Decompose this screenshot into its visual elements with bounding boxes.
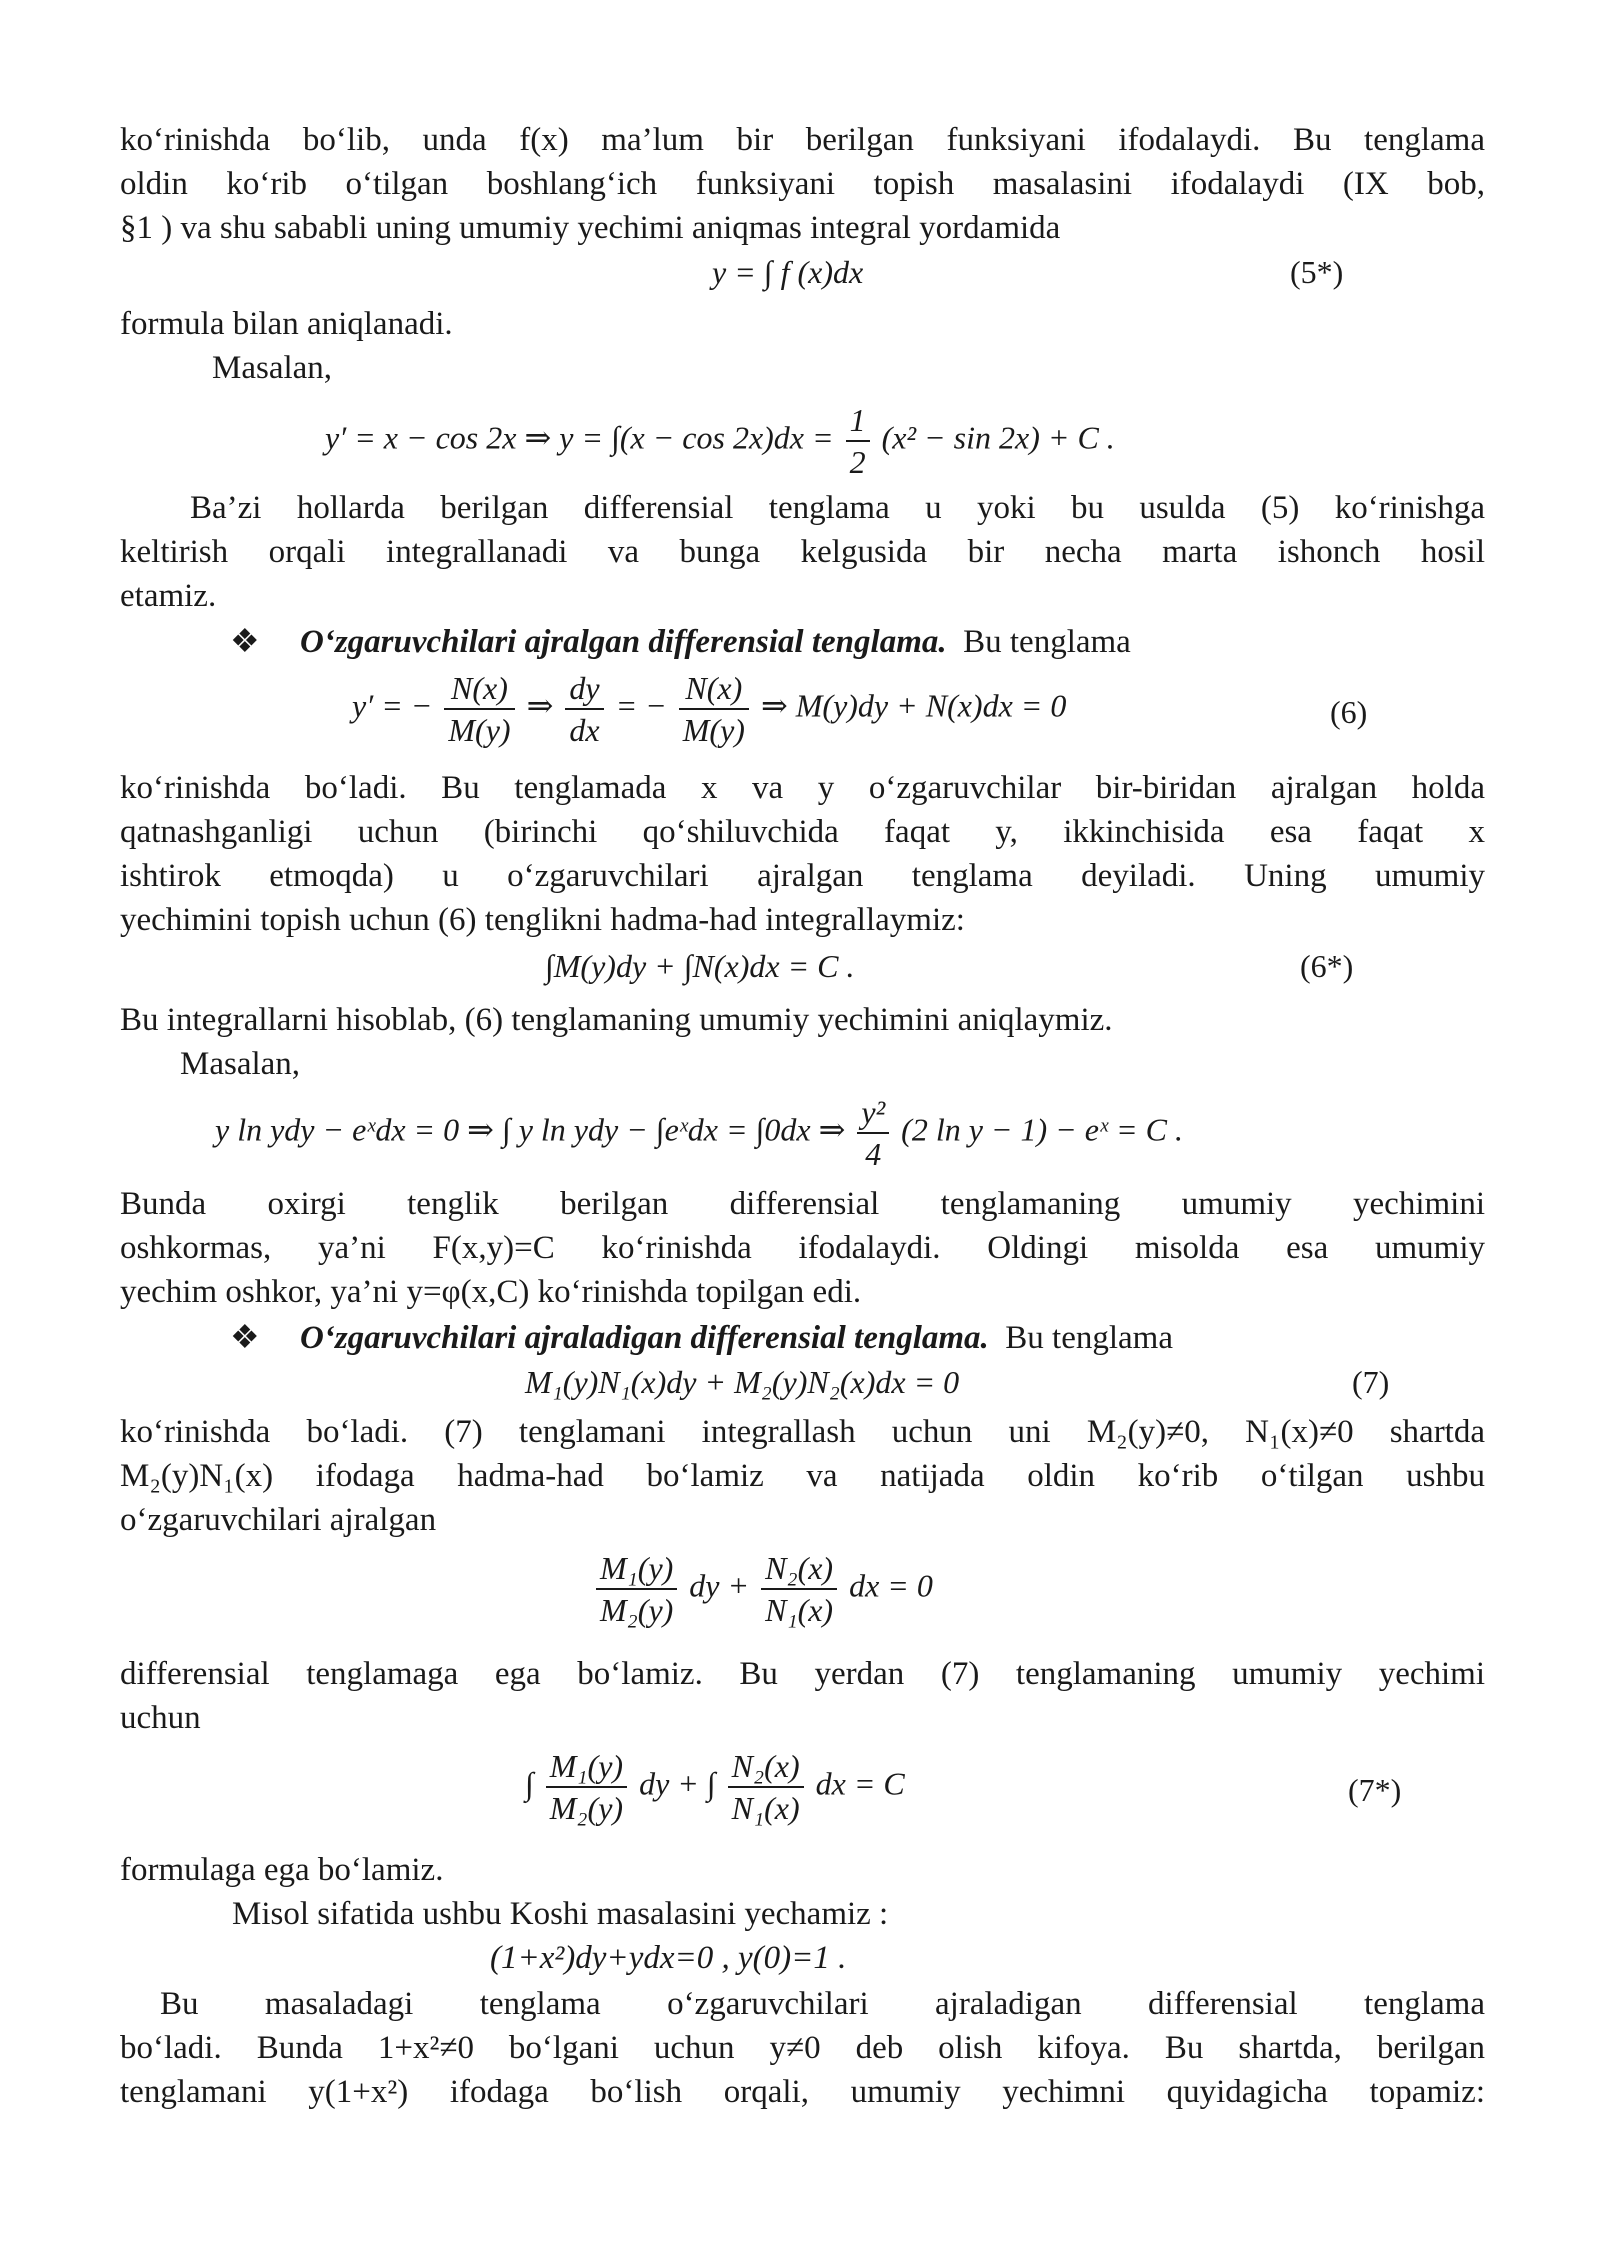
- paragraph-line: ko‘rinishda bo‘lib, unda f(x) ma’lum bir berilgan funksiyani ifodalaydi. Bu tenglama: [120, 122, 1485, 158]
- section-title: O‘zgaruvchilari ajralgan differensial tenglama.: [300, 624, 947, 660]
- fraction: [565, 668, 603, 750]
- fraction-denominator: 4: [865, 1136, 882, 1172]
- equation-number: (5*): [1290, 254, 1344, 290]
- paragraph-line: Ba’zi hollarda berilgan differensial tenglama u yoki bu usulda (5) ko‘rinishga: [190, 490, 1485, 526]
- fraction-denominator: M₂(y): [600, 1592, 674, 1628]
- equation-number: (7): [1352, 1364, 1390, 1400]
- equation-part: y′ = −: [352, 687, 433, 724]
- paragraph-line: oshkormas, ya’ni F(x,y)=C ko‘rinishda ifodalaydi. Oldingi misolda esa umumiy: [120, 1230, 1485, 1266]
- paragraph-line: o‘zgaruvchilari ajralgan: [120, 1502, 437, 1538]
- fraction: [761, 1548, 837, 1630]
- fraction-denominator: M(y): [682, 712, 745, 748]
- fraction: [546, 1746, 627, 1828]
- equation-part: ⇒ M(y)dy + N(x)dx = 0: [760, 687, 1067, 724]
- section-tail: Bu tenglama: [963, 624, 1131, 660]
- paragraph-line: etamiz.: [120, 578, 217, 614]
- paragraph-line: Misol sifatida ushbu Koshi masalasini yechamiz :: [232, 1896, 889, 1932]
- fraction: [596, 1548, 677, 1630]
- paragraph-line: yechim oshkor, ya’ni y=φ(x,C) ko‘rinishda topilgan edi.: [120, 1274, 862, 1310]
- paragraph-line: uchun: [120, 1700, 201, 1736]
- section-tail: Bu tenglama: [1005, 1320, 1173, 1356]
- paragraph-line: keltirish orqali integrallanadi va bunga kelgusida bir necha marta ishonch hosil: [120, 534, 1485, 570]
- paragraph-line: yechimini topish uchun (6) tenglikni hadma-had integrallaymiz:: [120, 902, 965, 938]
- equation-part: (x² − sin 2x) + C .: [881, 419, 1115, 456]
- paragraph-line: tenglamani y(1+x²) ifodaga bo‘lish orqali, umumiy yechimni quyidagicha topamiz:: [120, 2074, 1485, 2110]
- paragraph-line: Bunda oxirgi tenglik berilgan differensial tenglamaning umumiy yechimini: [120, 1186, 1485, 1222]
- equation-part: (2 ln y − 1) − eˣ = C .: [901, 1111, 1183, 1148]
- paragraph-line: bo‘ladi. Bunda 1+x²≠0 bo‘lgani uchun y≠0 deb olish kifoya. Bu shartda, berilgan: [120, 2030, 1485, 2066]
- paragraph-line: qatnashganligi uchun (birinchi qo‘shiluvchida faqat y, ikkinchisida esa faqat x: [120, 814, 1485, 850]
- fraction: [857, 1092, 889, 1174]
- section-heading-separated: [230, 620, 1480, 664]
- paragraph-line: Bu masaladagi tenglama o‘zgaruvchilari ajraladigan differensial tenglama: [160, 1986, 1485, 2022]
- example-equation-2: [215, 1092, 1183, 1174]
- cauchy-problem-equation: (1+x²)dy+ydx=0 , y(0)=1 .: [490, 1940, 847, 1976]
- fraction: [444, 668, 514, 750]
- equation-part: ∫: [525, 1765, 534, 1802]
- equation-7-star: [525, 1746, 905, 1828]
- equation-part: dy +: [689, 1567, 750, 1604]
- fraction-denominator: N₁(x): [765, 1592, 834, 1628]
- paragraph-line: Masalan,: [212, 350, 333, 386]
- equation-part: ⇒: [526, 687, 554, 724]
- fraction-denominator: M(y): [448, 712, 511, 748]
- fraction-denominator: 2: [849, 444, 866, 480]
- paragraph-line: ishtirok etmoqda) u o‘zgaruvchilari ajralgan tenglama deyiladi. Uning umumiy: [120, 858, 1485, 894]
- equation-part: dx = C: [815, 1765, 905, 1802]
- equation-part: dx = 0: [849, 1567, 933, 1604]
- equation-number: (7*): [1348, 1772, 1402, 1808]
- example-equation-1: [325, 400, 1115, 482]
- section-title: O‘zgaruvchilari ajraladigan differensial tenglama.: [300, 1320, 989, 1356]
- paragraph-line: formulaga ega bo‘lamiz.: [120, 1852, 444, 1888]
- equation-number: (6*): [1300, 948, 1354, 984]
- equation-7-divided: [592, 1548, 933, 1630]
- fraction-numerator: N(x): [679, 668, 749, 710]
- fraction-numerator: M₁(y): [596, 1548, 677, 1590]
- paragraph-line: M₂(y)N₁(x) ifodaga hadma-had bo‘lamiz va natijada oldin ko‘rib o‘tilgan ushbu: [120, 1458, 1485, 1494]
- equation-6: [352, 668, 1066, 750]
- equation-7: M₁(y)N₁(x)dy + M₂(y)N₂(x)dx = 0: [525, 1364, 960, 1400]
- fraction-numerator: y²: [857, 1092, 889, 1134]
- section-heading-separable: [230, 1316, 1480, 1360]
- paragraph-line: ko‘rinishda bo‘ladi. Bu tenglamada x va y o‘zgaruvchilar bir-biridan ajralgan holda: [120, 770, 1485, 806]
- equation-part: y′ = x − cos 2x ⇒ y = ∫(x − cos 2x)dx =: [325, 419, 834, 456]
- paragraph-line: Masalan,: [180, 1046, 301, 1082]
- fraction-denominator: N₁(x): [731, 1790, 800, 1826]
- equation-number: (6): [1330, 694, 1368, 730]
- paragraph-line: differensial tenglamaga ega bo‘lamiz. Bu yerdan (7) tenglamaning umumiy yechimi: [120, 1656, 1485, 1692]
- fraction-numerator: dy: [565, 668, 603, 710]
- equation-part: = −: [615, 687, 667, 724]
- fraction-numerator: N(x): [444, 668, 514, 710]
- diamond-bullet-icon: ❖: [230, 624, 260, 660]
- diamond-bullet-icon: ❖: [230, 1320, 260, 1356]
- equation-part: y ln ydy − eˣdx = 0 ⇒ ∫ y ln ydy − ∫eˣdx = ∫0dx ⇒: [215, 1111, 846, 1148]
- paragraph-line: oldin ko‘rib o‘tilgan boshlang‘ich funksiyani topish masalasini ifodalaydi (IX bob,: [120, 166, 1485, 202]
- paragraph-line: Bu integrallarni hisoblab, (6) tenglamaning umumiy yechimini aniqlaymiz.: [120, 1002, 1113, 1038]
- paragraph-line: formula bilan aniqlanadi.: [120, 306, 453, 342]
- fraction-numerator: N₂(x): [728, 1746, 804, 1788]
- fraction: [728, 1746, 804, 1828]
- fraction-numerator: 1: [846, 400, 870, 442]
- fraction-denominator: dx: [569, 712, 600, 748]
- equation-5-star: y = ∫ f (x)dx: [712, 254, 864, 290]
- paragraph-line: ko‘rinishda bo‘ladi. (7) tenglamani integrallash uchun uni M₂(y)≠0, N₁(x)≠0 shartda: [120, 1414, 1485, 1450]
- fraction-denominator: M₂(y): [549, 1790, 624, 1826]
- fraction-numerator: M₁(y): [546, 1746, 627, 1788]
- fraction: [846, 400, 870, 482]
- fraction: [679, 668, 749, 750]
- fraction-numerator: N₂(x): [761, 1548, 837, 1590]
- paragraph-line: §1 ) va shu sababli uning umumiy yechimi aniqmas integral yordamida: [120, 210, 1061, 246]
- equation-part: dy + ∫: [639, 1765, 716, 1802]
- equation-6-star: ∫M(y)dy + ∫N(x)dx = C .: [545, 948, 855, 984]
